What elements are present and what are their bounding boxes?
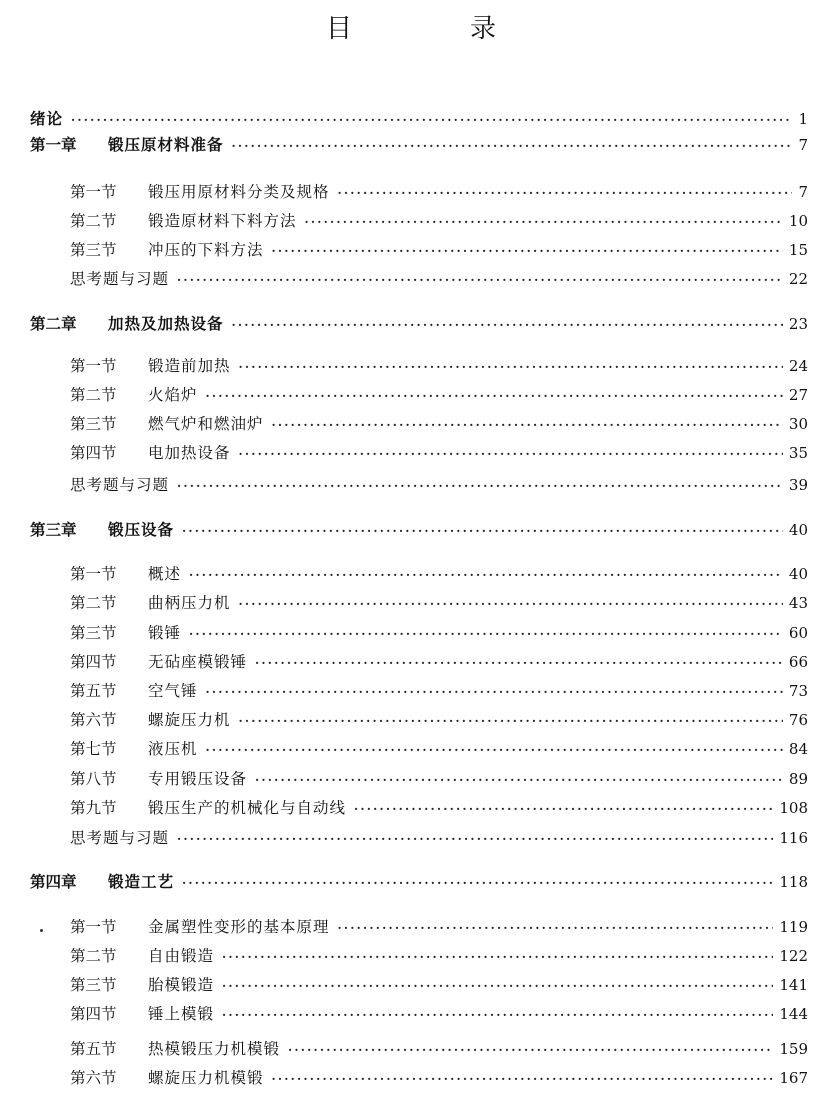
toc-entry-number: 第三节 [70,415,117,433]
toc-dot-leader [177,474,783,498]
toc-entry-number: 第六节 [70,1069,117,1087]
toc-dot-leader [222,1003,773,1027]
toc-entry-number: 第九节 [70,799,117,817]
toc-entry-number: 第二节 [70,386,117,404]
toc-dot-leader [71,108,792,132]
toc-entry-number: 第四节 [70,653,117,671]
toc-entry-title: 锻造工艺 [108,872,175,891]
toc-dot-leader [239,355,783,379]
toc-page-number: 76 [788,711,808,729]
toc-exercise-row [70,267,808,291]
toc-page-number: 66 [788,653,808,671]
toc-dot-leader [206,384,783,408]
toc-chapter-row [30,870,808,894]
toc-entry-number: 第四章 [30,872,77,891]
toc-entry-number: 第一章 [30,135,77,154]
toc-entry-title: 锻造原材料下料方法 [148,212,297,230]
toc-dot-leader [182,871,773,895]
toc-section-row [70,1066,808,1090]
toc-chapter-row [30,133,808,157]
toc-entry-number: 第三节 [70,976,117,994]
toc-entry-number: 第四节 [70,1005,117,1023]
toc-page-number: 27 [788,386,808,404]
toc-page-number: 60 [788,624,808,642]
toc-entry-title: 加热及加热设备 [108,314,224,333]
toc-page-number: 73 [788,682,808,700]
toc-entry-title: 曲柄压力机 [148,594,231,612]
toc-page-number: 89 [788,770,808,788]
toc-section-row [70,412,808,436]
toc-entry-title: 思考题与习题 [70,829,170,847]
toc-entry-title: 冲压的下料方法 [148,241,264,259]
toc-page-number: 43 [788,594,808,612]
toc-page-number: 35 [788,444,808,462]
toc-page-number: 141 [779,976,808,994]
toc-section-row [70,796,808,820]
toc-entry-title: 空气锤 [148,682,198,700]
page-title: 目 录 [325,14,542,44]
toc-entry-number: 第二节 [70,594,117,612]
toc-entry-title: 锻压设备 [108,520,175,539]
toc-page-number: 122 [779,947,808,965]
toc-entry-title: 锻压原材料准备 [108,135,224,154]
toc-exercise-row [70,826,808,850]
toc-page-number: 40 [788,521,808,539]
toc-dot-leader [255,768,783,792]
toc-section-row [70,944,808,968]
toc-dot-leader [255,651,783,675]
toc-entry-title: 锻锤 [148,624,182,642]
toc-dot-leader [305,210,783,234]
toc-entry-title: 燃气炉和燃油炉 [148,415,264,433]
toc-chapter-row [30,518,808,542]
toc-page-number: 40 [788,565,808,583]
toc-page-number: 84 [788,740,808,758]
toc-section-row [70,383,808,407]
toc-entry-title: 锻压用原材料分类及规格 [148,183,330,201]
toc-entry-title: 自由锻造 [148,947,215,965]
toc-exercise-row [70,473,808,497]
toc-entry-title: 无砧座模锻锤 [148,653,248,671]
toc-entry-title: 专用锻压设备 [148,770,248,788]
toc-dot-leader [232,313,783,337]
toc-entry-number: 第三节 [70,624,117,642]
toc-entry-title: 液压机 [148,740,198,758]
toc-section-row [70,621,808,645]
toc-page-number: 15 [788,241,808,259]
toc-entry-title: 锻造前加热 [148,357,231,375]
toc-page-number: 7 [798,183,808,201]
toc-entry-number: 第七节 [70,740,117,758]
toc-page-number: 118 [779,873,808,891]
toc-dot-leader [206,738,783,762]
toc-section-row [70,180,808,204]
toc-dot-leader [239,592,783,616]
toc-section-row [70,591,808,615]
toc-entry-title: 胎模锻造 [148,976,215,994]
toc-entry-title: 螺旋压力机 [148,711,231,729]
toc-entry-title: 锤上模锻 [148,1005,215,1023]
toc-entry-number: 第一节 [70,918,117,936]
toc-dot-leader [232,134,793,158]
toc-dot-leader [182,519,783,543]
toc-entry-number: 第一节 [70,357,117,375]
toc-dot-leader [222,945,773,969]
toc-entry-number: 第一节 [70,565,117,583]
toc-section-row [70,737,808,761]
toc-dot-leader [189,622,783,646]
toc-entry-title: 螺旋压力机模锻 [148,1069,264,1087]
toc-entry-title: 思考题与习题 [70,270,170,288]
toc-entry-number: 第四节 [70,444,117,462]
toc-page-number: 144 [779,1005,808,1023]
toc-dot-leader [239,442,783,466]
toc-entry-number: 第五节 [70,1040,117,1058]
toc-dot-leader [189,563,783,587]
toc-entry-title: 锻压生产的机械化与自动线 [148,799,347,817]
toc-page-number: 10 [788,212,808,230]
toc-section-row [70,1037,808,1061]
toc-section-row [70,915,808,939]
toc-page-number: 30 [788,415,808,433]
toc-dot-leader [177,827,773,851]
toc-section-row [70,354,808,378]
toc-page-number: 39 [788,476,808,494]
toc-dot-leader [206,680,783,704]
toc-dot-leader [272,1067,774,1091]
stray-ink-dot [40,929,43,932]
toc-entry-number: 第八节 [70,770,117,788]
toc-dot-leader [338,181,793,205]
toc-entry-title: 思考题与习题 [70,476,170,494]
toc-entry-title: 电加热设备 [148,444,231,462]
toc-section-row [70,767,808,791]
toc-entry-title: 金属塑性变形的基本原理 [148,918,330,936]
toc-dot-leader [177,268,783,292]
toc-entry-number: 第五节 [70,682,117,700]
toc-section-row [70,679,808,703]
toc-chapter-row [30,312,808,336]
toc-page-number: 23 [788,315,808,333]
toc-section-row [70,650,808,674]
toc-page-number: 167 [779,1069,808,1087]
toc-entry-title: 火焰炉 [148,386,198,404]
toc-dot-leader [338,916,774,940]
toc-page-number: 1 [798,110,808,128]
toc-page-number: 7 [798,136,808,154]
toc-section-row [70,973,808,997]
toc-page-number: 108 [779,799,808,817]
toc-entry-number: 第三节 [70,241,117,259]
toc-dot-leader [288,1038,773,1062]
toc-chapter-row [30,107,808,131]
toc-section-row [70,562,808,586]
toc-page-number: 159 [779,1040,808,1058]
toc-dot-leader [272,413,783,437]
toc-entry-number: 第二章 [30,314,77,333]
toc-dot-leader [239,709,783,733]
toc-entry-title: 绪论 [30,109,64,128]
toc-section-row [70,708,808,732]
toc-page-number: 119 [779,918,808,936]
toc-section-row [70,441,808,465]
toc-entry-number: 第三章 [30,520,77,539]
toc-entry-title: 概述 [148,565,182,583]
toc-dot-leader [272,239,783,263]
toc-page-number: 22 [788,270,808,288]
toc-entry-number: 第二节 [70,947,117,965]
toc-entry-title: 热模锻压力机模锻 [148,1040,281,1058]
toc-section-row [70,238,808,262]
toc-entry-number: 第六节 [70,711,117,729]
toc-dot-leader [222,974,773,998]
toc-dot-leader [354,797,773,821]
toc-entry-number: 第一节 [70,183,117,201]
toc-section-row [70,1002,808,1026]
toc-page-number: 24 [788,357,808,375]
toc-page-number: 116 [779,829,808,847]
toc-section-row [70,209,808,233]
toc-entry-number: 第二节 [70,212,117,230]
